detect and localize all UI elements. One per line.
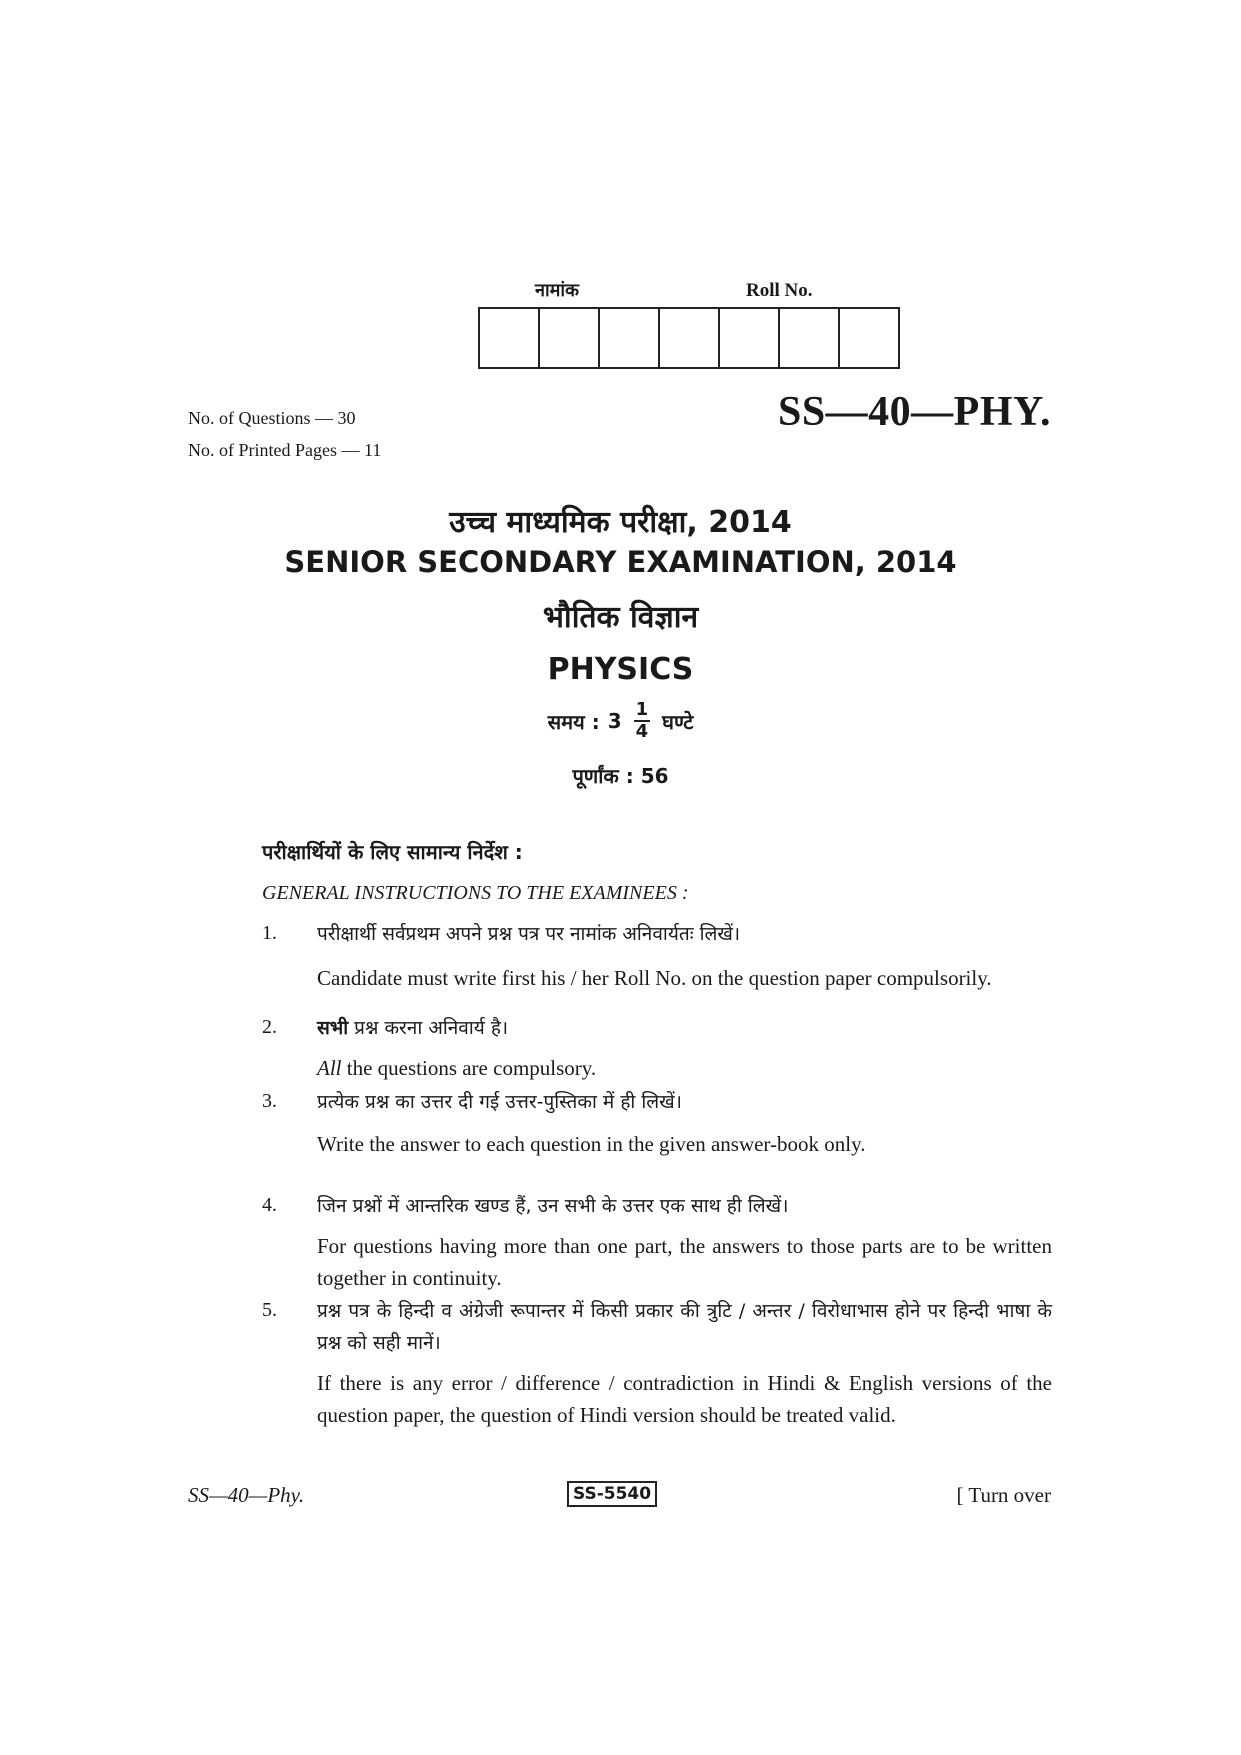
- instruction-english: Write the answer to each question in the given answer-book only.: [317, 1132, 866, 1156]
- roll-label-english: Roll No.: [746, 280, 813, 301]
- instruction-english-emphasis: All: [317, 1056, 342, 1080]
- roll-digit-box[interactable]: [540, 309, 600, 367]
- instruction-number: 2.: [262, 1016, 277, 1038]
- printed-pages-count: No. of Printed Pages — 11: [188, 440, 382, 460]
- instruction-number: 1.: [262, 922, 277, 944]
- roll-label-hindi: नामांक: [535, 280, 579, 301]
- roll-digit-box[interactable]: [600, 309, 660, 367]
- paper-code: SS—40—PHY.: [777, 389, 1051, 435]
- time-denominator: 4: [635, 721, 649, 742]
- roll-digit-box[interactable]: [720, 309, 780, 367]
- max-marks: पूर्णांक : 56: [572, 764, 669, 788]
- instruction-hindi: जिन प्रश्नों में आन्तरिक खण्ड हैं, उन सभी के उत्तर एक साथ ही लिखें।: [317, 1195, 789, 1217]
- turn-over-note: [ Turn over: [956, 1483, 1051, 1507]
- exam-title-hindi: उच्च माध्यमिक परीक्षा, 2014: [449, 505, 792, 540]
- instruction-number: 3.: [262, 1090, 277, 1112]
- roll-digit-box[interactable]: [660, 309, 720, 367]
- subject-english: PHYSICS: [547, 652, 694, 687]
- instruction-hindi: परीक्षार्थी सर्वप्रथम अपने प्रश्न पत्र पर नामांक अनिवार्यतः लिखें।: [317, 923, 741, 945]
- roll-number-boxes: [478, 307, 900, 369]
- instruction-hindi-rest: प्रश्न करना अनिवार्य है।: [348, 1017, 509, 1039]
- roll-digit-box[interactable]: [480, 309, 540, 367]
- instruction-english: [317, 1052, 1052, 1084]
- subject-hindi: भौतिक विज्ञान: [542, 600, 699, 635]
- time-fraction: [634, 700, 651, 742]
- instruction-english: For questions having more than one part, the answers to those parts are to be written together in continuity.: [317, 1234, 1052, 1290]
- time-whole: 3: [607, 709, 622, 733]
- exam-title-english: SENIOR SECONDARY EXAMINATION, 2014: [284, 545, 957, 579]
- general-instructions-heading-english: GENERAL INSTRUCTIONS TO THE EXAMINEES :: [262, 882, 689, 904]
- instruction-english: If there is any error / difference / contradiction in Hindi & English versions of the question paper, the question of Hindi version should be treated valid.: [317, 1371, 1052, 1427]
- roll-digit-box[interactable]: [780, 309, 840, 367]
- instruction-english-rest: the questions are compulsory.: [341, 1056, 597, 1080]
- instruction-number: 5.: [262, 1299, 277, 1321]
- general-instructions-heading-hindi: परीक्षार्थियों के लिए सामान्य निर्देश :: [262, 840, 523, 864]
- roll-digit-box[interactable]: [840, 309, 898, 367]
- instruction-hindi: [317, 1012, 1052, 1044]
- time-label: समय :: [547, 709, 600, 734]
- instruction-number: 4.: [262, 1194, 277, 1216]
- footer-booklet-code: SS-5540: [567, 1481, 657, 1507]
- time-unit: घण्टे: [662, 709, 694, 734]
- time-numerator: 1: [635, 699, 649, 720]
- questions-count: No. of Questions — 30: [188, 408, 356, 428]
- footer-paper-code: SS—40—Phy.: [188, 1483, 305, 1507]
- instruction-hindi: प्रत्येक प्रश्न का उत्तर दी गई उत्तर-पुस्तिका में ही लिखें।: [317, 1091, 682, 1113]
- instruction-english: Candidate must write first his / her Roll No. on the question paper compulsorily.: [317, 966, 992, 990]
- time-allowed: [0, 700, 1241, 742]
- instruction-hindi: प्रश्न पत्र के हिन्दी व अंग्रेजी रूपान्तर में किसी प्रकार की त्रुटि / अन्तर / विरोधाभास होने पर हिन्दी भाषा के प्रश्न को सही मानें।: [317, 1300, 1052, 1354]
- instruction-hindi-emphasis: सभी: [317, 1017, 349, 1039]
